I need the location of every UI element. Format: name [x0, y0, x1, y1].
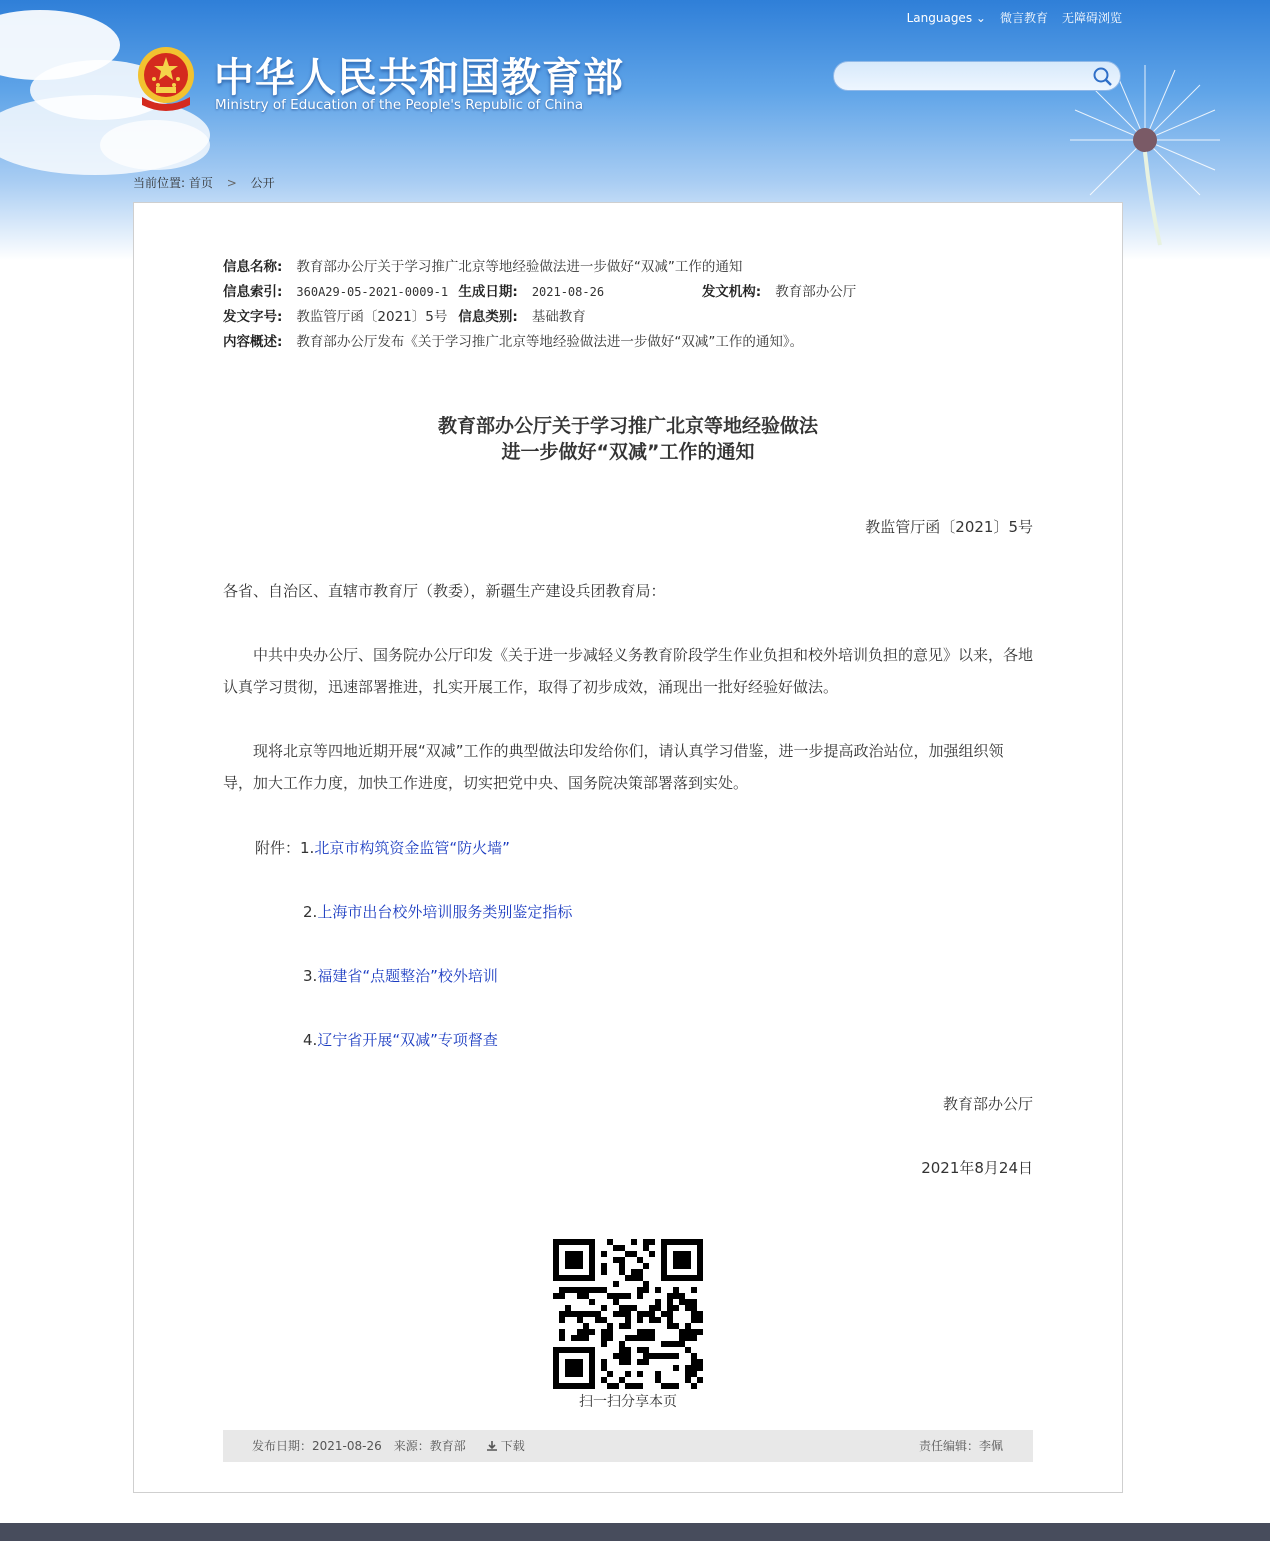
source: 来源：教育部	[393, 1439, 466, 1453]
article-footer	[223, 1430, 1033, 1462]
meta-category-label: 信息类别:	[458, 309, 518, 325]
meta-name-label: 信息名称:	[223, 259, 283, 275]
article-card	[133, 202, 1123, 1493]
attachment-link[interactable]: 北京市构筑资金监管“防火墙”	[314, 839, 510, 857]
site-subtitle: Ministry of Education of the People's Republic of China	[215, 97, 584, 113]
meta-summary-value: 教育部办公厅发布《关于学习推广北京等地经验做法进一步做好“双减”工作的通知》。	[296, 334, 804, 350]
accessible-link[interactable]: 无障碍浏览	[1061, 11, 1122, 25]
top-links	[907, 9, 1122, 26]
search-icon[interactable]	[1092, 66, 1114, 88]
editor: 责任编辑：李佩	[918, 1439, 1003, 1453]
attachment-link[interactable]: 辽宁省开展“双减”专项督查	[317, 1031, 498, 1049]
document-number: 教监管厅函〔2021〕5号	[865, 518, 1033, 536]
download-label: 下载	[500, 1439, 525, 1453]
national-emblem-icon	[134, 45, 198, 113]
attachment-number: 4.	[303, 1031, 318, 1049]
breadcrumb-home[interactable]: 首页	[188, 176, 213, 190]
article-title-line2: 进一步做好“双减”工作的通知	[501, 441, 755, 463]
attachment-4	[303, 1029, 498, 1050]
meta-category-value: 基础教育	[531, 309, 586, 325]
meta-index-value: 360A29-05-2021-0009-1	[296, 285, 449, 299]
chevron-right-icon: >	[226, 176, 237, 190]
meta-date-value: 2021-08-26	[531, 285, 605, 299]
site-title: 中华人民共和国教育部	[214, 55, 624, 101]
cloud	[100, 120, 210, 170]
paragraph-1: 中共中央办公厅、国务院办公厅印发《关于进一步减轻义务教育阶段学生作业负担和校外培训负担的意见》以来，各地认真学习贯彻，迅速部署推进，扎实开展工作，取得了初步成效，涌现出一批好经验好做法。	[223, 646, 1034, 696]
breadcrumb-current[interactable]: 公开	[250, 176, 275, 190]
page-footer-band	[0, 1523, 1270, 1541]
signer: 教育部办公厅	[942, 1095, 1033, 1113]
meta-org-label: 发文机构:	[701, 284, 762, 300]
attachment-link[interactable]: 福建省“点题整治”校外培训	[317, 967, 498, 985]
attachment-number: 1.	[300, 839, 315, 857]
breadcrumb-label: 当前位置:	[133, 176, 186, 190]
chevron-down-icon: ⌄	[975, 10, 986, 25]
attachment-2	[303, 901, 572, 922]
meta-org-value: 教育部办公厅	[775, 284, 857, 300]
meta-index-label: 信息索引:	[223, 284, 283, 300]
attachment-label: 附件：	[255, 839, 301, 857]
attachment-1	[255, 837, 510, 858]
meta-summary-label: 内容概述:	[223, 334, 283, 350]
download-button[interactable]	[486, 1430, 525, 1462]
search-box	[833, 61, 1121, 91]
sign-date: 2021年8月24日	[921, 1159, 1033, 1177]
meta-date-label: 生成日期:	[458, 284, 518, 300]
languages-label: Languages	[906, 10, 973, 25]
attachment-number: 3.	[303, 967, 318, 985]
breadcrumb	[133, 174, 275, 191]
qr-label: 扫一扫分享本页	[579, 1394, 677, 1410]
languages-menu[interactable]	[907, 11, 986, 25]
qr-code	[553, 1239, 703, 1389]
search-input[interactable]	[846, 66, 1090, 88]
article-title	[134, 413, 1122, 465]
publish-date: 发布日期：2021-08-26	[252, 1439, 382, 1453]
attachment-number: 2.	[303, 903, 318, 921]
salutation: 各省、自治区、直辖市教育厅（教委），新疆生产建设兵团教育局：	[223, 582, 666, 600]
paragraph-2: 现将北京等四地近期开展“双减”工作的典型做法印发给你们，请认真学习借鉴，进一步提高政治站位，加强组织领导，加大工作力度，加快工作进度，切实把党中央、国务院决策部署落到实处。	[223, 742, 1004, 792]
article-title-line1: 教育部办公厅关于学习推广北京等地经验做法	[437, 415, 818, 437]
meta-docno-label: 发文字号:	[223, 309, 283, 325]
meta-name-value: 教育部办公厅关于学习推广北京等地经验做法进一步做好“双减”工作的通知	[296, 259, 743, 275]
attachment-link[interactable]: 上海市出台校外培训服务类别鉴定指标	[317, 903, 573, 921]
weiyan-link[interactable]: 微言教育	[999, 11, 1048, 25]
attachment-3	[303, 965, 498, 986]
info-meta	[223, 255, 856, 355]
meta-docno-value: 教监管厅函〔2021〕5号	[296, 309, 448, 325]
download-icon	[486, 1440, 498, 1452]
